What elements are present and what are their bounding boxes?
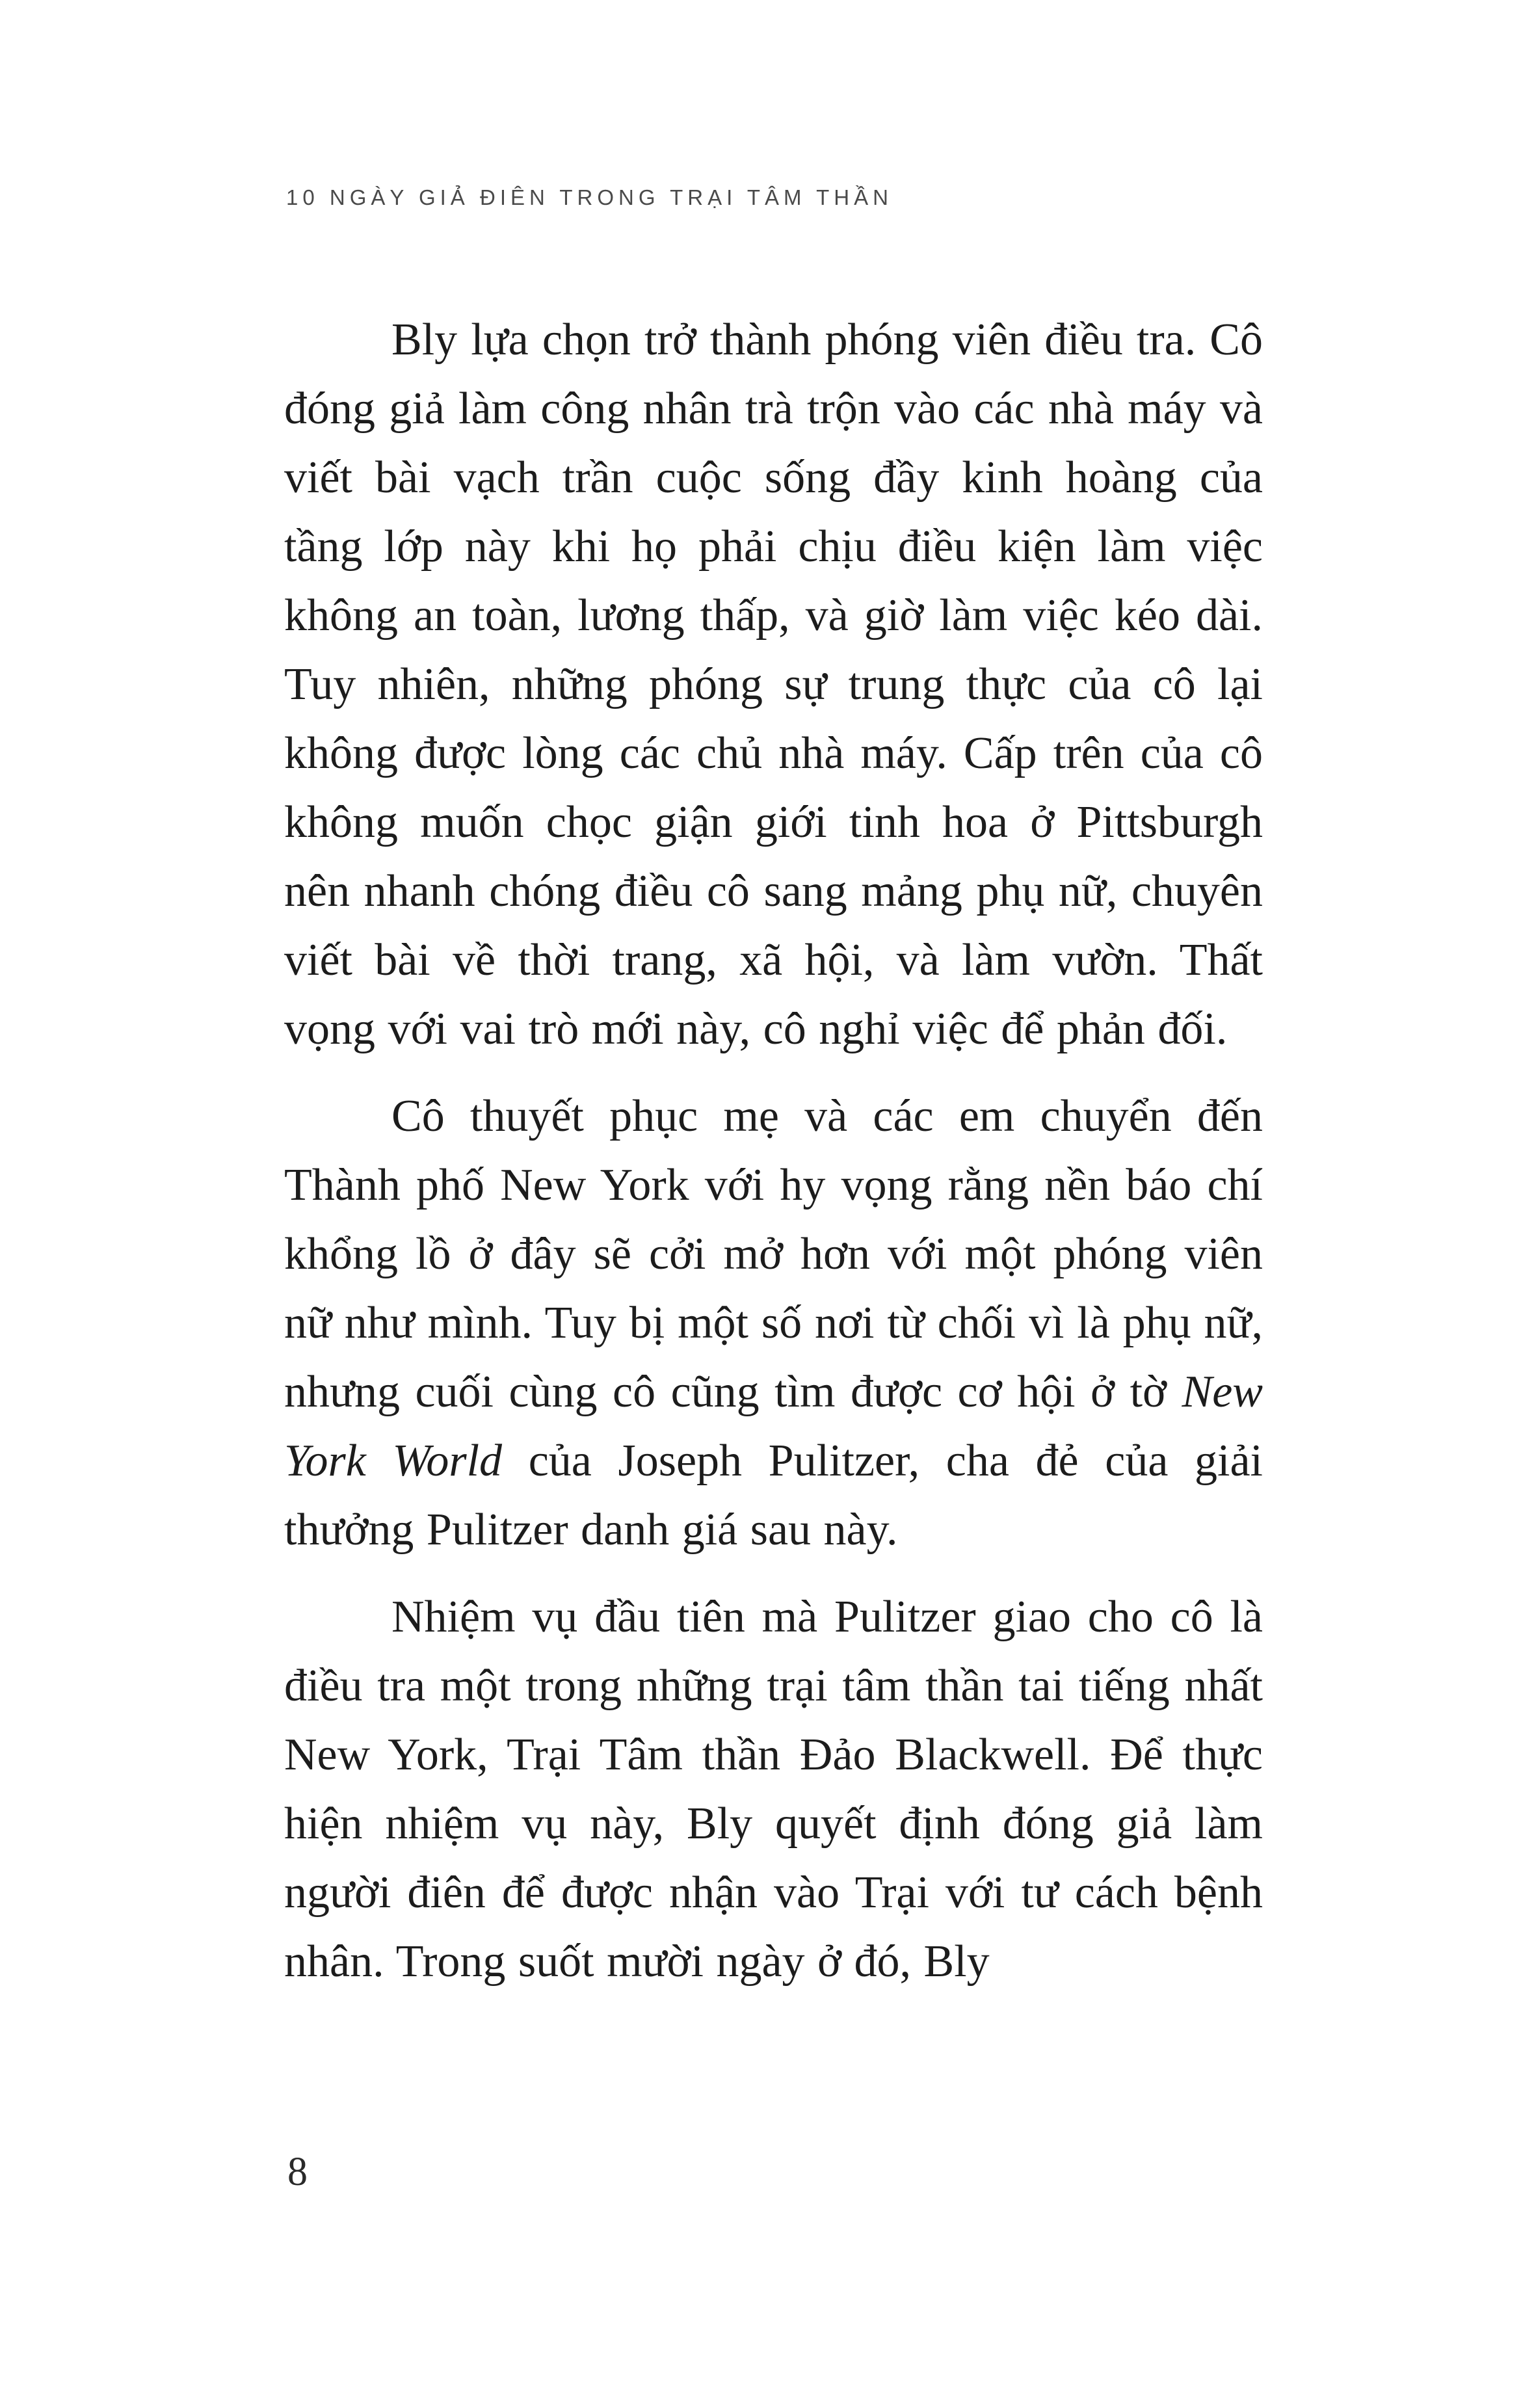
paragraph <box>284 1082 1263 1565</box>
text-segment: Bly lựa chọn trở thành phóng viên điều tra. Cô đóng giả làm công nhân trà trộn vào các nhà máy và viết bài vạch trần cuộc sống đầy kinh hoàng của tầng lớp này khi họ phải chịu điều kiện làm việc không an toàn, lương thấp, và giờ làm việc kéo dài. Tuy nhiên, những phóng sự trung thực của cô lại không được lòng các chủ nhà máy. Cấp trên của cô không muốn chọc giận giới tinh hoa ở Pittsburgh nên nhanh chóng điều cô sang mảng phụ nữ, chuyên viết bài về thời trang, xã hội, và làm vườn. Thất vọng với vai trò mới này, cô nghỉ việc để phản đối. <box>284 315 1263 1054</box>
running-header: 10 NGÀY GIẢ ĐIÊN TRONG TRẠI TÂM THẦN <box>286 185 893 209</box>
page-number: 8 <box>287 2150 308 2194</box>
text-segment: của Joseph Pulitzer, cha đẻ của giải thưởng Pulitzer danh giá sau này. <box>284 1436 1263 1555</box>
paragraph <box>284 1583 1263 1996</box>
text-segment-italic: New York World <box>284 1367 1263 1486</box>
paragraph <box>284 306 1263 1064</box>
body-text <box>284 306 1263 1996</box>
text-segment: Nhiệm vụ đầu tiên mà Pulitzer giao cho cô là điều tra một trong những trại tâm thần tai tiếng nhất New York, Trại Tâm thần Đảo Blackwell. Để thực hiện nhiệm vụ này, Bly quyết định đóng giả làm người điên để được nhận vào Trại với tư cách bệnh nhân. Trong suốt mười ngày ở đó, Bly <box>284 1592 1263 1987</box>
text-segment: Cô thuyết phục mẹ và các em chuyển đến Thành phố New York với hy vọng rằng nền báo chí khổng lồ ở đây sẽ cởi mở hơn với một phóng viên nữ như mình. Tuy bị một số nơi từ chối vì là phụ nữ, nhưng cuối cùng cô cũng tìm được cơ hội ở tờ <box>284 1091 1263 1417</box>
